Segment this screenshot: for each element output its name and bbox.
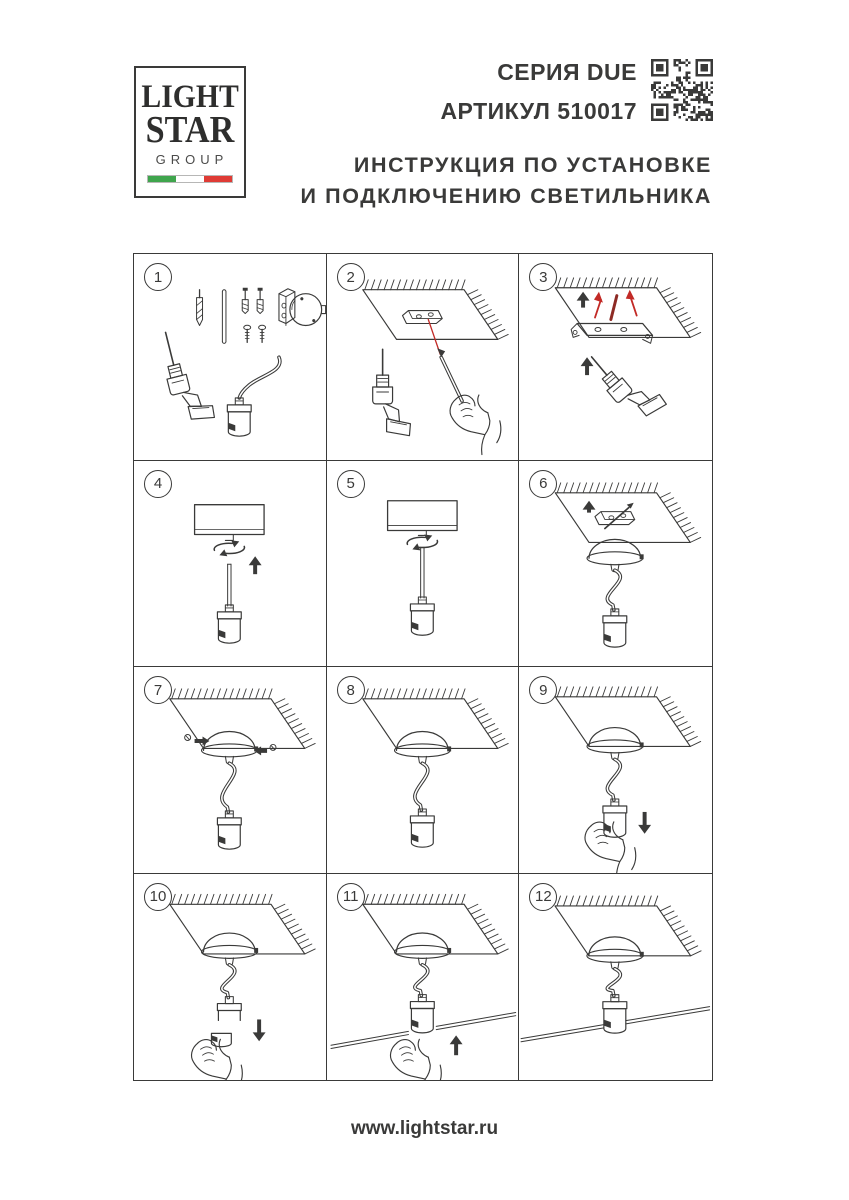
- step-number: 7: [153, 681, 163, 699]
- step-number: 10: [149, 888, 167, 905]
- step-cell-3: [519, 254, 712, 461]
- article-label: АРТИКУЛ 510017: [440, 98, 637, 124]
- step-number: 6: [539, 475, 548, 492]
- qr-code-icon: [651, 59, 713, 121]
- header-series-block: [440, 61, 637, 123]
- step-number-badge: [337, 470, 365, 498]
- step-number: 1: [153, 268, 163, 286]
- step-number: 8: [346, 681, 355, 699]
- step-cell-1: [134, 254, 327, 461]
- step-number: 11: [342, 888, 359, 905]
- step-number-badge: [144, 263, 172, 291]
- step-number-badge: [144, 470, 172, 498]
- logo-light-text: LIGHT: [141, 79, 239, 115]
- instruction-title-line1: ИНСТРУКЦИЯ ПО УСТАНОВКЕ: [353, 153, 712, 177]
- step-number-badge: [144, 883, 172, 911]
- flag-green-stripe: [148, 176, 176, 182]
- step-cell-8: [327, 667, 520, 874]
- step-cell-9: [519, 667, 712, 874]
- step-number-badge: [337, 676, 365, 704]
- step-cell-6: [519, 461, 712, 668]
- logo-star-text: STAR: [145, 109, 235, 152]
- steps-grid: [133, 253, 713, 1081]
- series-label: СЕРИЯ DUE: [497, 59, 637, 85]
- step-cell-5: [327, 461, 520, 668]
- step-number-badge: [144, 676, 172, 704]
- step-number: 2: [346, 268, 355, 286]
- step-cell-2: [327, 254, 520, 461]
- step-number-badge: [529, 883, 557, 911]
- website-url: www.lightstar.ru: [350, 1118, 499, 1139]
- logo-group-text: GROUP: [155, 152, 229, 168]
- instruction-title: [220, 150, 712, 212]
- step-number: 12: [534, 888, 552, 905]
- step-number-badge: [337, 263, 365, 291]
- step-number: 3: [539, 268, 548, 286]
- step-number-badge: [529, 470, 557, 498]
- step-number: 9: [539, 681, 548, 699]
- step-number-badge: [337, 883, 365, 911]
- step-cell-7: [134, 667, 327, 874]
- step-cell-4: [134, 461, 327, 668]
- instruction-title-line2: И ПОДКЛЮЧЕНИЮ СВЕТИЛЬНИКА: [300, 183, 712, 208]
- step-cell-10: [134, 874, 327, 1081]
- step-cell-12: [519, 874, 712, 1081]
- step-cell-11: [327, 874, 520, 1081]
- step-number: 4: [153, 475, 163, 492]
- flag-white-stripe: [176, 176, 204, 182]
- step-number: 5: [346, 475, 355, 492]
